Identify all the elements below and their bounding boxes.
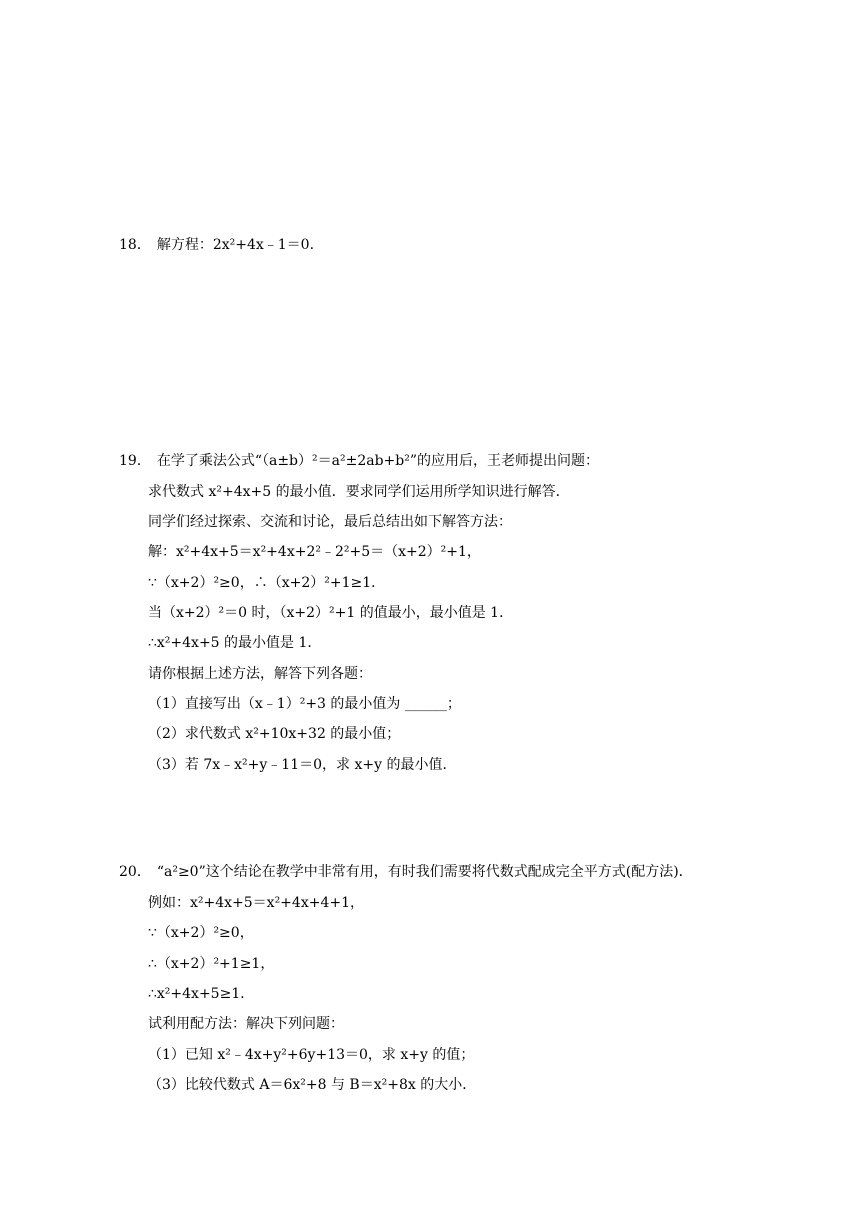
question-number: 20． (119, 864, 151, 880)
solution-line: 当（x+2）²＝0 时，（x+2）²+1 的值最小，最小值是 1． (148, 605, 514, 621)
question-19-line: 求代数式 x²+4x+5 的最小值．要求同学们运用所学知识进行解答． (148, 484, 570, 500)
solution-line: ∵（x+2）²≥0，∴（x+2）²+1≥1． (148, 575, 386, 591)
question-19-line: 同学们经过探索、交流和讨论，最后总结出如下解答方法： (148, 514, 512, 530)
question-20-line: 试利用配方法：解决下列问题： (148, 1016, 344, 1032)
sub-question: （1）直接写出（x﹣1）²+3 的最小值为 ______； (148, 696, 461, 712)
example-line: 例如：x²+4x+5＝x²+4x+4+1， (148, 895, 364, 911)
sub-question: （1）已知 x²﹣4x+y²+6y+13＝0，求 x+y 的值； (148, 1047, 475, 1063)
question-text: 在学了乘法公式“（a±b）²＝a²±2ab+b²”的应用后，王老师提出问题： (156, 453, 600, 469)
sub-question: （2）求代数式 x²+10x+32 的最小值； (148, 726, 401, 742)
question-text: “a²≥0”这个结论在教学中非常有用，有时我们需要将代数式配成完全平方式(配方法)． (156, 864, 693, 880)
sub-question: （3）若 7x﹣x²+y﹣11＝0，求 x+y 的最小值． (148, 757, 457, 773)
question-text: 解方程：2x²+4x﹣1＝0. (156, 237, 315, 253)
solution-line: ∴x²+4x+5 的最小值是 1． (148, 635, 322, 651)
solution-line: 解：x²+4x+5＝x²+4x+2²﹣2²+5＝（x+2）²+1， (148, 544, 481, 560)
question-number: 19． (119, 453, 151, 469)
sub-question: （3）比较代数式 A＝6x²+8 与 B＝x²+8x 的大小． (148, 1077, 477, 1093)
question-19-line: 请你根据上述方法，解答下列各题： (148, 666, 372, 682)
question-18 (119, 235, 314, 255)
example-line: ∴x²+4x+5≥1． (148, 986, 255, 1002)
question-20 (119, 862, 693, 882)
example-line: ∴（x+2）²+1≥1， (148, 956, 275, 972)
question-19 (119, 451, 599, 471)
question-number: 18． (119, 237, 151, 253)
example-line: ∵（x+2）²≥0， (148, 925, 254, 941)
